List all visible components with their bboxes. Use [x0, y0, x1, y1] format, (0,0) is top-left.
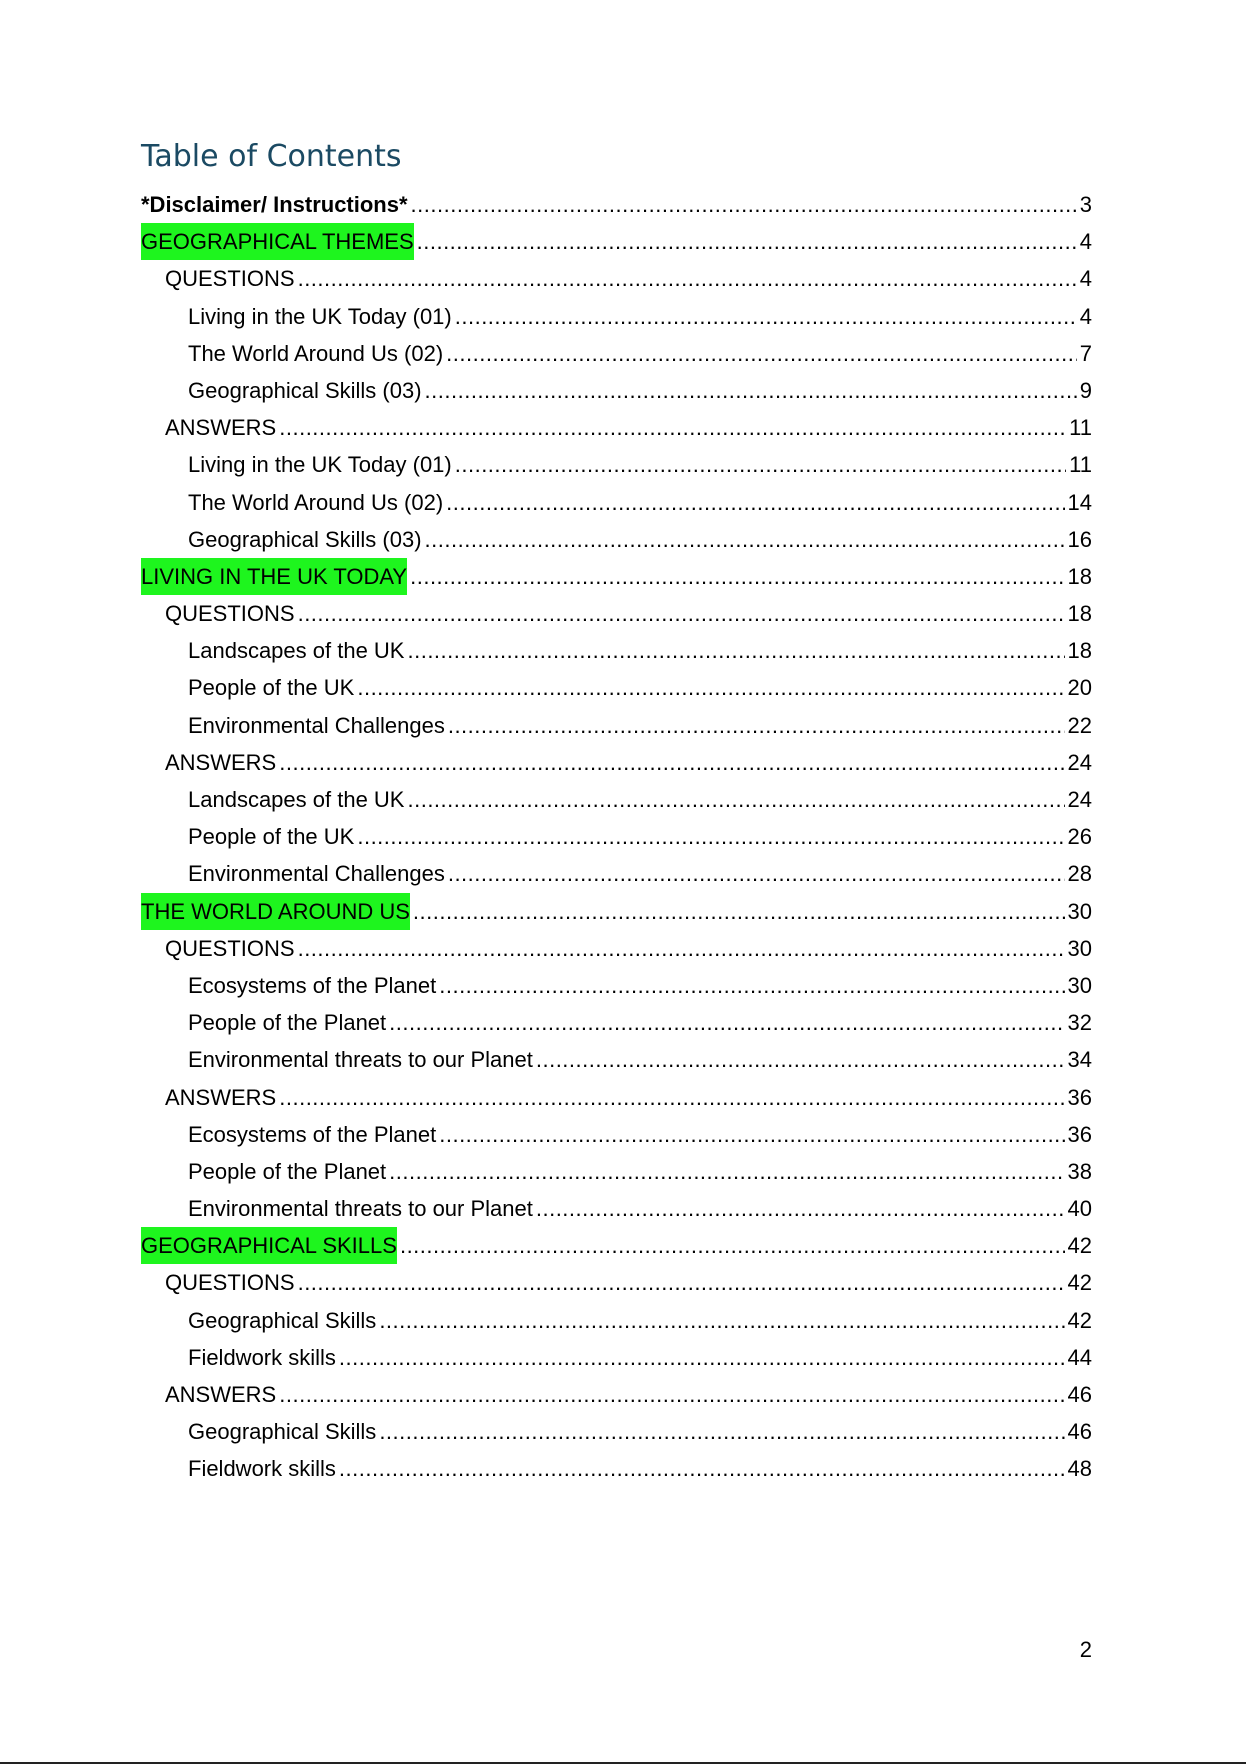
toc-entry[interactable] [141, 1264, 1092, 1301]
toc-dot-leader [379, 1413, 1064, 1450]
toc-entry-label: Fieldwork skills [188, 1456, 336, 1482]
toc-entry-page: 30 [1067, 972, 1092, 998]
toc-entry-label: *Disclaimer/ Instructions* [141, 192, 408, 217]
toc-entry-label: People of the UK [188, 824, 355, 850]
toc-entry-page: 38 [1067, 1158, 1092, 1184]
toc-dot-leader [279, 744, 1064, 781]
toc-entry-page: 14 [1067, 489, 1092, 515]
toc-entry-label: Environmental threats to our Planet [188, 1047, 533, 1073]
toc-entry[interactable] [141, 186, 1092, 223]
toc-entry[interactable] [141, 893, 1092, 930]
toc-entry[interactable] [141, 372, 1092, 409]
toc-entry-label: Living in the UK Today (01) [188, 303, 452, 329]
toc-entry-label: People of the Planet [188, 1010, 387, 1036]
toc-entry-label: GEOGRAPHICAL THEMES [141, 223, 414, 260]
toc-entry-label: The World Around Us (02) [188, 340, 444, 366]
toc-entry-label: QUESTIONS [165, 266, 295, 292]
toc-entry-page: 26 [1067, 824, 1092, 850]
toc-entry-label: QUESTIONS [165, 1270, 295, 1296]
toc-dot-leader [439, 1116, 1064, 1153]
toc-dot-leader [439, 967, 1064, 1004]
toc-entry-page: 28 [1067, 861, 1092, 887]
toc-dot-leader [298, 595, 1065, 632]
toc-entry-page: 3 [1079, 192, 1092, 217]
toc-entry[interactable] [141, 744, 1092, 781]
toc-dot-leader [279, 1079, 1064, 1116]
toc-entry-page: 11 [1069, 415, 1092, 441]
toc-dot-leader [448, 707, 1065, 744]
toc-entry[interactable] [141, 1302, 1092, 1339]
toc-entry-page: 46 [1067, 1419, 1092, 1445]
toc-entry-page: 46 [1067, 1382, 1092, 1407]
toc-entry-label: Environmental Challenges [188, 861, 445, 887]
toc-dot-leader [455, 446, 1066, 483]
toc-dot-leader [389, 1004, 1064, 1041]
toc-dot-leader [379, 1302, 1064, 1339]
toc-entry[interactable] [141, 260, 1092, 297]
toc-entry-label: Living in the UK Today (01) [188, 452, 452, 478]
toc-entry[interactable] [141, 1227, 1092, 1264]
toc-entry-page: 36 [1067, 1084, 1092, 1110]
toc-dot-leader [407, 632, 1064, 669]
toc-entry[interactable] [141, 1190, 1092, 1227]
toc-entry[interactable] [141, 707, 1092, 744]
toc-entry[interactable] [141, 967, 1092, 1004]
toc-dot-leader [446, 484, 1064, 521]
toc-entry-page: 30 [1067, 935, 1092, 961]
toc-dot-leader [448, 855, 1065, 892]
toc-entry-label: Fieldwork skills [188, 1344, 336, 1370]
toc-entry-page: 24 [1067, 749, 1092, 775]
toc-list [141, 186, 1092, 1488]
toc-entry-label: Environmental threats to our Planet [188, 1196, 533, 1222]
toc-dot-leader [411, 186, 1077, 223]
toc-dot-leader [357, 669, 1064, 706]
toc-entry-label: Landscapes of the UK [188, 638, 405, 664]
toc-entry-page: 22 [1067, 712, 1092, 738]
toc-entry-page: 40 [1067, 1196, 1092, 1222]
toc-entry[interactable] [141, 558, 1092, 595]
toc-dot-leader [279, 409, 1066, 446]
toc-dot-leader [400, 1227, 1065, 1264]
toc-entry-label: Geographical Skills [188, 1419, 377, 1445]
toc-entry[interactable] [141, 1116, 1092, 1153]
toc-dot-leader [536, 1190, 1065, 1227]
toc-entry-label: LIVING IN THE UK TODAY [141, 558, 407, 595]
toc-entry-label: Geographical Skills (03) [188, 526, 422, 552]
toc-entry-label: ANSWERS [165, 415, 277, 441]
toc-entry[interactable] [141, 298, 1092, 335]
toc-entry[interactable] [141, 1004, 1092, 1041]
toc-dot-leader [425, 372, 1077, 409]
toc-entry-label: The World Around Us (02) [188, 489, 444, 515]
toc-entry-label: Ecosystems of the Planet [188, 1121, 437, 1147]
toc-dot-leader [413, 893, 1065, 930]
toc-entry-page: 44 [1067, 1344, 1092, 1370]
toc-entry-label: QUESTIONS [165, 601, 295, 627]
toc-entry[interactable] [141, 1450, 1092, 1487]
toc-dot-leader [455, 298, 1077, 335]
toc-entry-label: Environmental Challenges [188, 712, 445, 738]
toc-entry-label: ANSWERS [165, 1084, 277, 1110]
toc-entry-page: 7 [1079, 340, 1092, 366]
toc-entry-label: Landscapes of the UK [188, 787, 405, 812]
toc-entry[interactable] [141, 855, 1092, 892]
toc-entry-label: THE WORLD AROUND US [141, 893, 410, 930]
toc-dot-leader [446, 335, 1077, 372]
toc-entry-page: 32 [1067, 1010, 1092, 1036]
toc-entry-page: 24 [1067, 787, 1092, 812]
toc-entry-page: 42 [1067, 1307, 1092, 1333]
toc-entry[interactable] [141, 409, 1092, 446]
toc-entry-page: 18 [1067, 638, 1092, 664]
toc-entry[interactable] [141, 446, 1092, 483]
toc-entry-page: 34 [1067, 1047, 1092, 1073]
toc-dot-leader [298, 1264, 1065, 1301]
page-number: 2 [1079, 1637, 1092, 1662]
toc-dot-leader [407, 781, 1064, 818]
toc-entry[interactable] [141, 1041, 1092, 1078]
toc-title: Table of Contents [141, 139, 402, 174]
toc-entry[interactable] [141, 223, 1092, 260]
toc-entry-label: ANSWERS [165, 749, 277, 775]
toc-entry-label: ANSWERS [165, 1382, 277, 1407]
toc-entry[interactable] [141, 521, 1092, 558]
toc-entry[interactable] [141, 632, 1092, 669]
toc-dot-leader [389, 1153, 1064, 1190]
toc-entry-page: 16 [1067, 526, 1092, 552]
toc-entry[interactable] [141, 781, 1092, 818]
toc-entry-page: 36 [1067, 1121, 1092, 1147]
toc-entry[interactable] [141, 818, 1092, 855]
toc-entry-label: GEOGRAPHICAL SKILLS [141, 1227, 397, 1264]
toc-entry[interactable] [141, 1153, 1092, 1190]
toc-dot-leader [536, 1041, 1065, 1078]
toc-entry-page: 30 [1067, 898, 1092, 924]
toc-entry-label: QUESTIONS [165, 935, 295, 961]
toc-entry-page: 42 [1067, 1270, 1092, 1296]
toc-entry-page: 18 [1067, 601, 1092, 627]
toc-dot-leader [417, 223, 1077, 260]
toc-entry-page: 20 [1067, 675, 1092, 701]
toc-dot-leader [298, 260, 1077, 297]
toc-entry-page: 4 [1079, 303, 1092, 329]
toc-dot-leader [339, 1339, 1065, 1376]
toc-dot-leader [425, 521, 1065, 558]
toc-entry[interactable] [141, 484, 1092, 521]
toc-entry[interactable] [141, 595, 1092, 632]
toc-dot-leader [357, 818, 1064, 855]
toc-dot-leader [410, 558, 1064, 595]
toc-entry-page: 42 [1067, 1233, 1092, 1259]
toc-entry-page: 11 [1069, 452, 1092, 478]
toc-dot-leader [339, 1450, 1065, 1487]
toc-entry[interactable] [141, 1079, 1092, 1116]
toc-entry-label: People of the Planet [188, 1158, 387, 1184]
toc-entry-label: Geographical Skills (03) [188, 377, 422, 403]
toc-entry[interactable] [141, 1376, 1092, 1413]
toc-entry-label: Ecosystems of the Planet [188, 972, 437, 998]
toc-entry[interactable] [141, 930, 1092, 967]
toc-entry-label: Geographical Skills [188, 1307, 377, 1333]
toc-entry[interactable] [141, 669, 1092, 706]
toc-entry-page: 9 [1079, 377, 1092, 403]
toc-entry-page: 48 [1067, 1456, 1092, 1482]
toc-entry[interactable] [141, 1339, 1092, 1376]
toc-entry-page: 4 [1079, 229, 1092, 255]
toc-dot-leader [298, 930, 1065, 967]
toc-entry[interactable] [141, 1413, 1092, 1450]
toc-entry[interactable] [141, 335, 1092, 372]
toc-entry-page: 18 [1067, 563, 1092, 589]
toc-dot-leader [279, 1376, 1064, 1413]
toc-entry-page: 4 [1079, 266, 1092, 292]
toc-entry-label: People of the UK [188, 675, 355, 701]
